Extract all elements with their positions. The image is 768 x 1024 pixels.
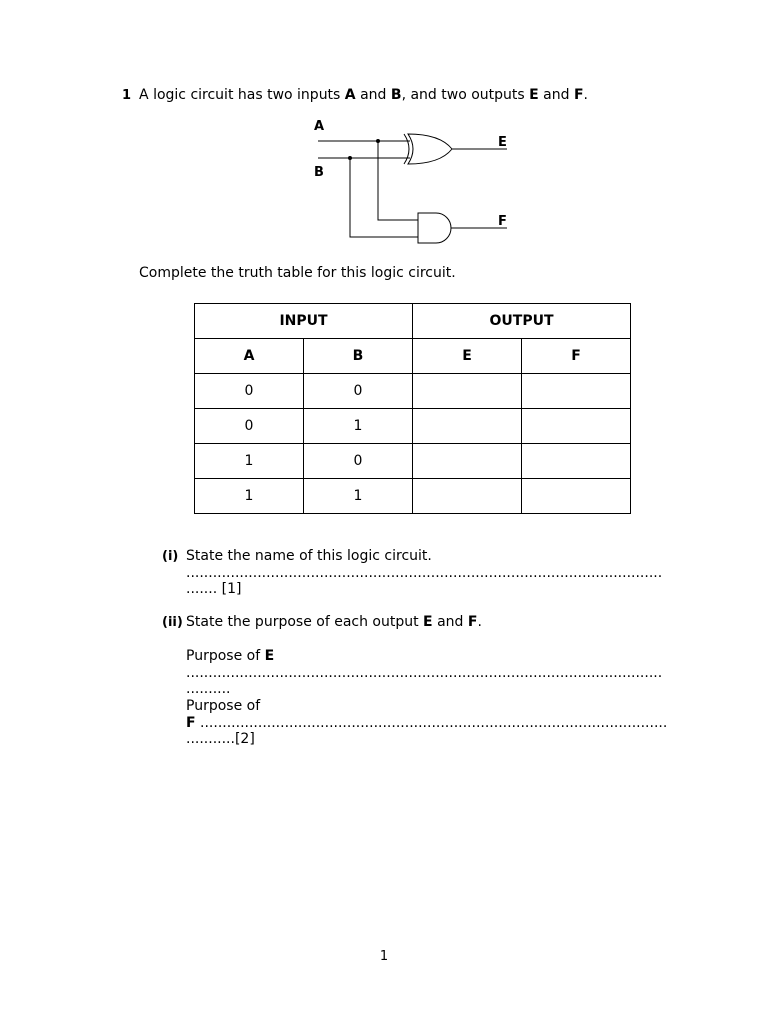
junction-dot-b: [348, 156, 352, 160]
table-row: [195, 479, 631, 514]
part-ii-text: State the purpose of each output: [186, 614, 424, 630]
input-b-label: B: [390, 87, 402, 103]
circuit-label-a: A: [314, 119, 325, 134]
part-i-answer-line[interactable]: ...........................................................................................................: [186, 565, 663, 581]
part-i-label: (i): [162, 549, 179, 564]
purpose-f-label: Purpose of: [186, 698, 261, 714]
wire-a-branch: [378, 141, 418, 220]
purpose-e-answer-line[interactable]: ...........................................................................................................: [186, 665, 663, 681]
question-number: 1: [122, 88, 132, 103]
purpose-e-label: [186, 648, 274, 665]
cell-b: 1: [304, 479, 413, 514]
part-ii-question: [162, 614, 482, 632]
junction-dot-a: [376, 139, 380, 143]
question-1-stem: [122, 87, 588, 103]
answer-cell-f[interactable]: [522, 479, 631, 514]
group-header-input: INPUT: [195, 304, 413, 339]
answer-cell-f[interactable]: [522, 444, 631, 479]
question-text-part: and: [538, 87, 574, 103]
column-header-b: B: [304, 339, 413, 374]
circuit-label-b: B: [314, 165, 324, 180]
cell-a: 0: [195, 409, 304, 444]
circuit-label-f: F: [498, 214, 507, 229]
column-header-f: F: [522, 339, 631, 374]
cell-a: 1: [195, 444, 304, 479]
circuit-label-e: E: [498, 135, 507, 150]
table-column-header-row: [195, 339, 631, 374]
purpose-f-answer-line-end[interactable]: ...........[2]: [186, 731, 255, 747]
purpose-e-answer-line-end[interactable]: ..........: [186, 681, 231, 697]
part-ii-f: F: [467, 614, 478, 630]
and-gate: [418, 213, 451, 243]
xor-gate-back-curve: [404, 134, 409, 164]
truth-table: [194, 303, 631, 514]
part-ii-text: .: [477, 614, 482, 630]
purpose-f-letter: F: [186, 715, 196, 731]
table-row: [195, 374, 631, 409]
part-ii-label: (ii): [162, 615, 183, 630]
group-header-output: OUTPUT: [413, 304, 631, 339]
answer-cell-e[interactable]: [413, 444, 522, 479]
xor-gate: [408, 134, 452, 164]
answer-cell-e[interactable]: [413, 374, 522, 409]
column-header-a: A: [195, 339, 304, 374]
purpose-f-line[interactable]: [186, 715, 667, 732]
purpose-e-prefix: Purpose of: [186, 648, 265, 664]
part-ii-text: and: [432, 614, 468, 630]
cell-b: 0: [304, 374, 413, 409]
question-text-part: .: [583, 87, 588, 103]
table-group-header-row: [195, 304, 631, 339]
output-e-label: E: [529, 87, 539, 103]
cell-b: 1: [304, 409, 413, 444]
output-f-label: F: [573, 87, 584, 103]
column-header-e: E: [413, 339, 522, 374]
cell-a: 0: [195, 374, 304, 409]
question-text-part: , and two outputs: [401, 87, 530, 103]
answer-cell-f[interactable]: [522, 409, 631, 444]
page-number: 1: [379, 949, 389, 964]
answer-cell-e[interactable]: [413, 479, 522, 514]
part-i-answer-line-end[interactable]: ....... [1]: [186, 581, 242, 597]
answer-cell-e[interactable]: [413, 409, 522, 444]
answer-cell-f[interactable]: [522, 374, 631, 409]
table-row: [195, 444, 631, 479]
wire-b-branch: [350, 158, 418, 237]
truth-table-instruction: Complete the truth table for this logic circuit.: [139, 265, 456, 281]
part-i-question: [162, 548, 432, 566]
purpose-e-letter: E: [264, 648, 275, 664]
table-row: [195, 409, 631, 444]
part-ii-e: E: [423, 614, 433, 630]
purpose-f-answer-line[interactable]: .........................................................................................................: [195, 715, 668, 731]
part-i-text: State the name of this logic circuit.: [186, 548, 432, 564]
question-text-part: and: [355, 87, 391, 103]
cell-b: 0: [304, 444, 413, 479]
input-a-label: A: [344, 87, 356, 103]
question-text-part: A logic circuit has two inputs: [139, 87, 345, 103]
half-adder-circuit-diagram: [300, 112, 520, 252]
cell-a: 1: [195, 479, 304, 514]
